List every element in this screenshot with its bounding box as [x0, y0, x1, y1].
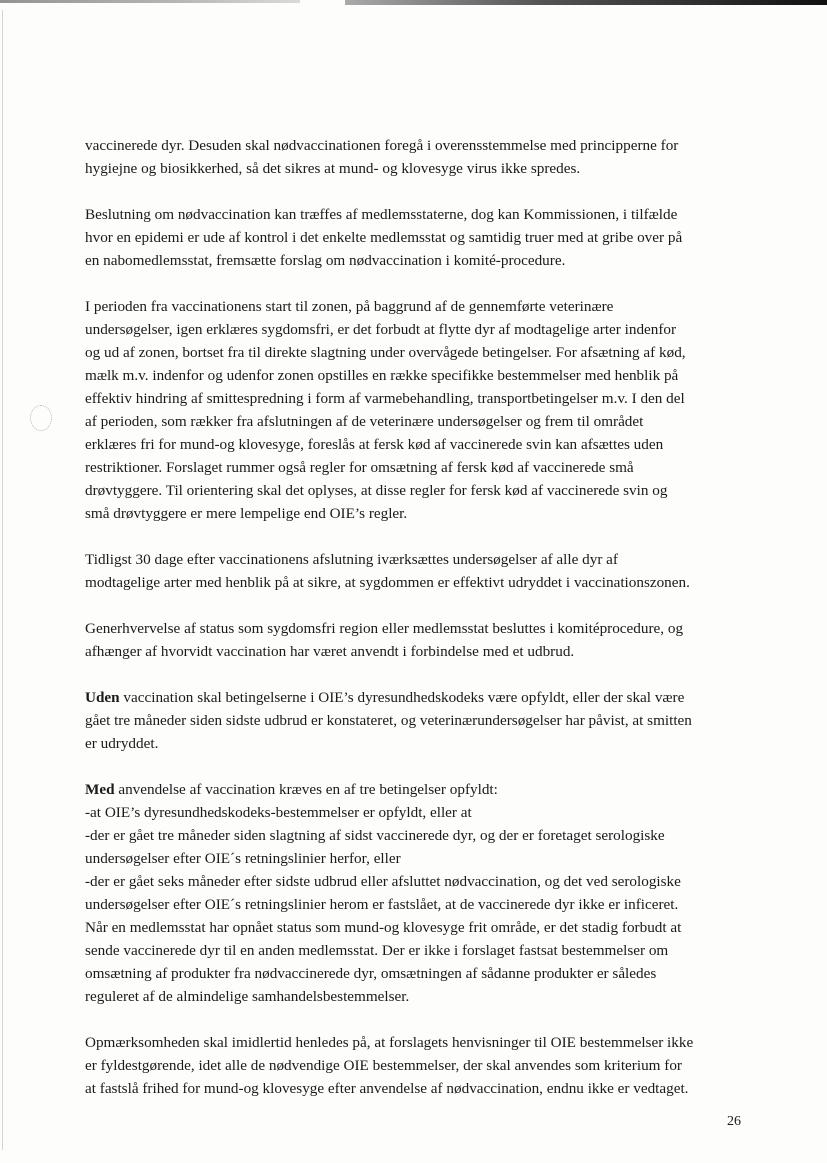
text-line: -der er gået tre måneder siden slagtning af sidst vaccinerede dyr, og der er foretaget serologiske: [85, 827, 665, 844]
paragraph-beslutning: [85, 203, 745, 272]
text-line: gået tre måneder siden sidste udbrud er konstateret, og veterinærundersøgelser har påvist, at smitten: [85, 712, 692, 729]
text-line: -der er gået seks måneder efter sidste udbrud eller afsluttet nødvaccination, og det ved serologiske: [85, 873, 681, 890]
text-fragment: anvendelse af vaccination kræves en af tre betingelser opfyldt:: [114, 781, 498, 798]
punch-hole-mark: [30, 405, 52, 431]
text-line: effektiv hindring af smittespredning i form af varmebehandling, transportbetingelser m.v. I den del: [85, 390, 685, 407]
bold-lead-uden: Uden: [85, 689, 120, 706]
paragraph-vaccinerede: [85, 134, 745, 180]
text-line: hygiejne og biosikkerhed, så det sikres at mund- og klovesyge virus ikke spredes.: [85, 160, 581, 177]
scan-artifact-top-left: [0, 0, 300, 3]
text-line: en nabomedlemsstat, fremsætte forslag om nødvaccination i komité-procedure.: [85, 252, 566, 269]
text-line: mælk m.v. indenfor og udenfor zonen opstilles en række specifikke bestemmelser med henblik på: [85, 367, 679, 384]
scan-artifact-top-right: [345, 0, 827, 5]
text-line: Når en medlemsstat har opnået status som mund-og klovesyge frit område, er det stadig forbudt at: [85, 919, 682, 936]
text-line: drøvtyggere. Til orientering skal det oplyses, at disse regler for fersk kød af vaccinerede svin og: [85, 482, 668, 499]
text-line: Generhvervelse af status som sygdomsfri region eller medlemsstat besluttes i komitéprocedure, og: [85, 620, 684, 637]
text-line: vaccinerede dyr. Desuden skal nødvaccinationen foregå i overensstemmelse med principperne for: [85, 137, 679, 154]
text-line: I perioden fra vaccinationens start til zonen, på baggrund af de gennemførte veterinære: [85, 298, 614, 315]
paragraph-med: [85, 778, 745, 1008]
text-line: modtagelige arter med henblik på at sikre, at sygdommen er effektivt udryddet i vaccinationszonen.: [85, 574, 690, 591]
text-line: sende vaccinerede dyr til en anden medlemsstat. Der er ikke i forslaget fastsat bestemmelser om: [85, 942, 669, 959]
text-fragment: vaccination skal betingelserne i OIE’s dyresundhedskodeks være opfyldt, eller der skal være: [119, 689, 685, 706]
text-line: er udryddet.: [85, 735, 159, 752]
text-line: erklæres fri for mund-og klovesyge, foreslås at fersk kød af vaccinerede svin kan afsættes uden: [85, 436, 664, 453]
text-line: undersøgelser, igen erklæres sygdomsfri, er det forbudt at flytte dyr af modtagelige arter indenfor: [85, 321, 677, 338]
paragraph-uden: [85, 686, 745, 755]
text-line: Opmærksomheden skal imidlertid henledes på, at forslagets henvisninger til OIE bestemmelser ikke: [85, 1034, 694, 1051]
text-line: og ud af zonen, bortset fra til direkte slagtning under overvågede betingelser. For afsætning af kød,: [85, 344, 686, 361]
bold-lead-med: Med: [85, 781, 115, 798]
text-line: hvor en epidemi er ude af kontrol i det enkelte medlemsstat og samtidig truer med at gribe over på: [85, 229, 683, 246]
paragraph-perioden: [85, 295, 745, 525]
text-line: undersøgelser efter OIE´s retningslinier herfor, eller: [85, 850, 401, 867]
text-line: restriktioner. Forslaget rummer også regler for omsætning af fersk kød af vaccinerede små: [85, 459, 634, 476]
paragraph-generhvervelse: [85, 617, 745, 663]
text-line: er fyldestgørende, idet alle de nødvendige OIE bestemmelser, der skal anvendes som kriterium for: [85, 1057, 682, 1074]
document-body: [85, 134, 745, 1123]
text-line: Tidligst 30 dage efter vaccinationens afslutning iværksættes undersøgelser af alle dyr af: [85, 551, 618, 568]
text-line: små drøvtyggere er mere lempelige end OIE’s regler.: [85, 505, 408, 522]
text-line: at fastslå frihed for mund-og klovesyge efter anvendelse af nødvaccination, endnu ikke er vedtaget.: [85, 1080, 689, 1097]
text-line: af perioden, som rækker fra afslutningen af de veterinære undersøgelser og frem til området: [85, 413, 644, 430]
paragraph-opmaerksomheden: [85, 1031, 745, 1100]
text-line: [85, 686, 745, 709]
page-number: 26: [727, 1114, 741, 1129]
text-line: undersøgelser efter OIE´s retningslinier herom er fastslået, at de vaccinerede dyr ikke er inficeret.: [85, 896, 679, 913]
paragraph-tidligst: [85, 548, 745, 594]
scan-artifact-left-edge: [2, 10, 3, 1150]
text-line: -at OIE’s dyresundhedskodeks-bestemmelser er opfyldt, eller at: [85, 804, 472, 821]
text-line: afhænger af hvorvidt vaccination har været anvendt i forbindelse med et udbrud.: [85, 643, 575, 660]
text-line: Beslutning om nødvaccination kan træffes af medlemsstaterne, dog kan Kommissionen, i tilfælde: [85, 206, 678, 223]
text-line: reguleret af de almindelige samhandelsbestemmelser.: [85, 988, 410, 1005]
text-line: omsætning af produkter fra nødvaccinerede dyr, omsætningen af sådanne produkter er således: [85, 965, 657, 982]
text-line: [85, 778, 745, 801]
